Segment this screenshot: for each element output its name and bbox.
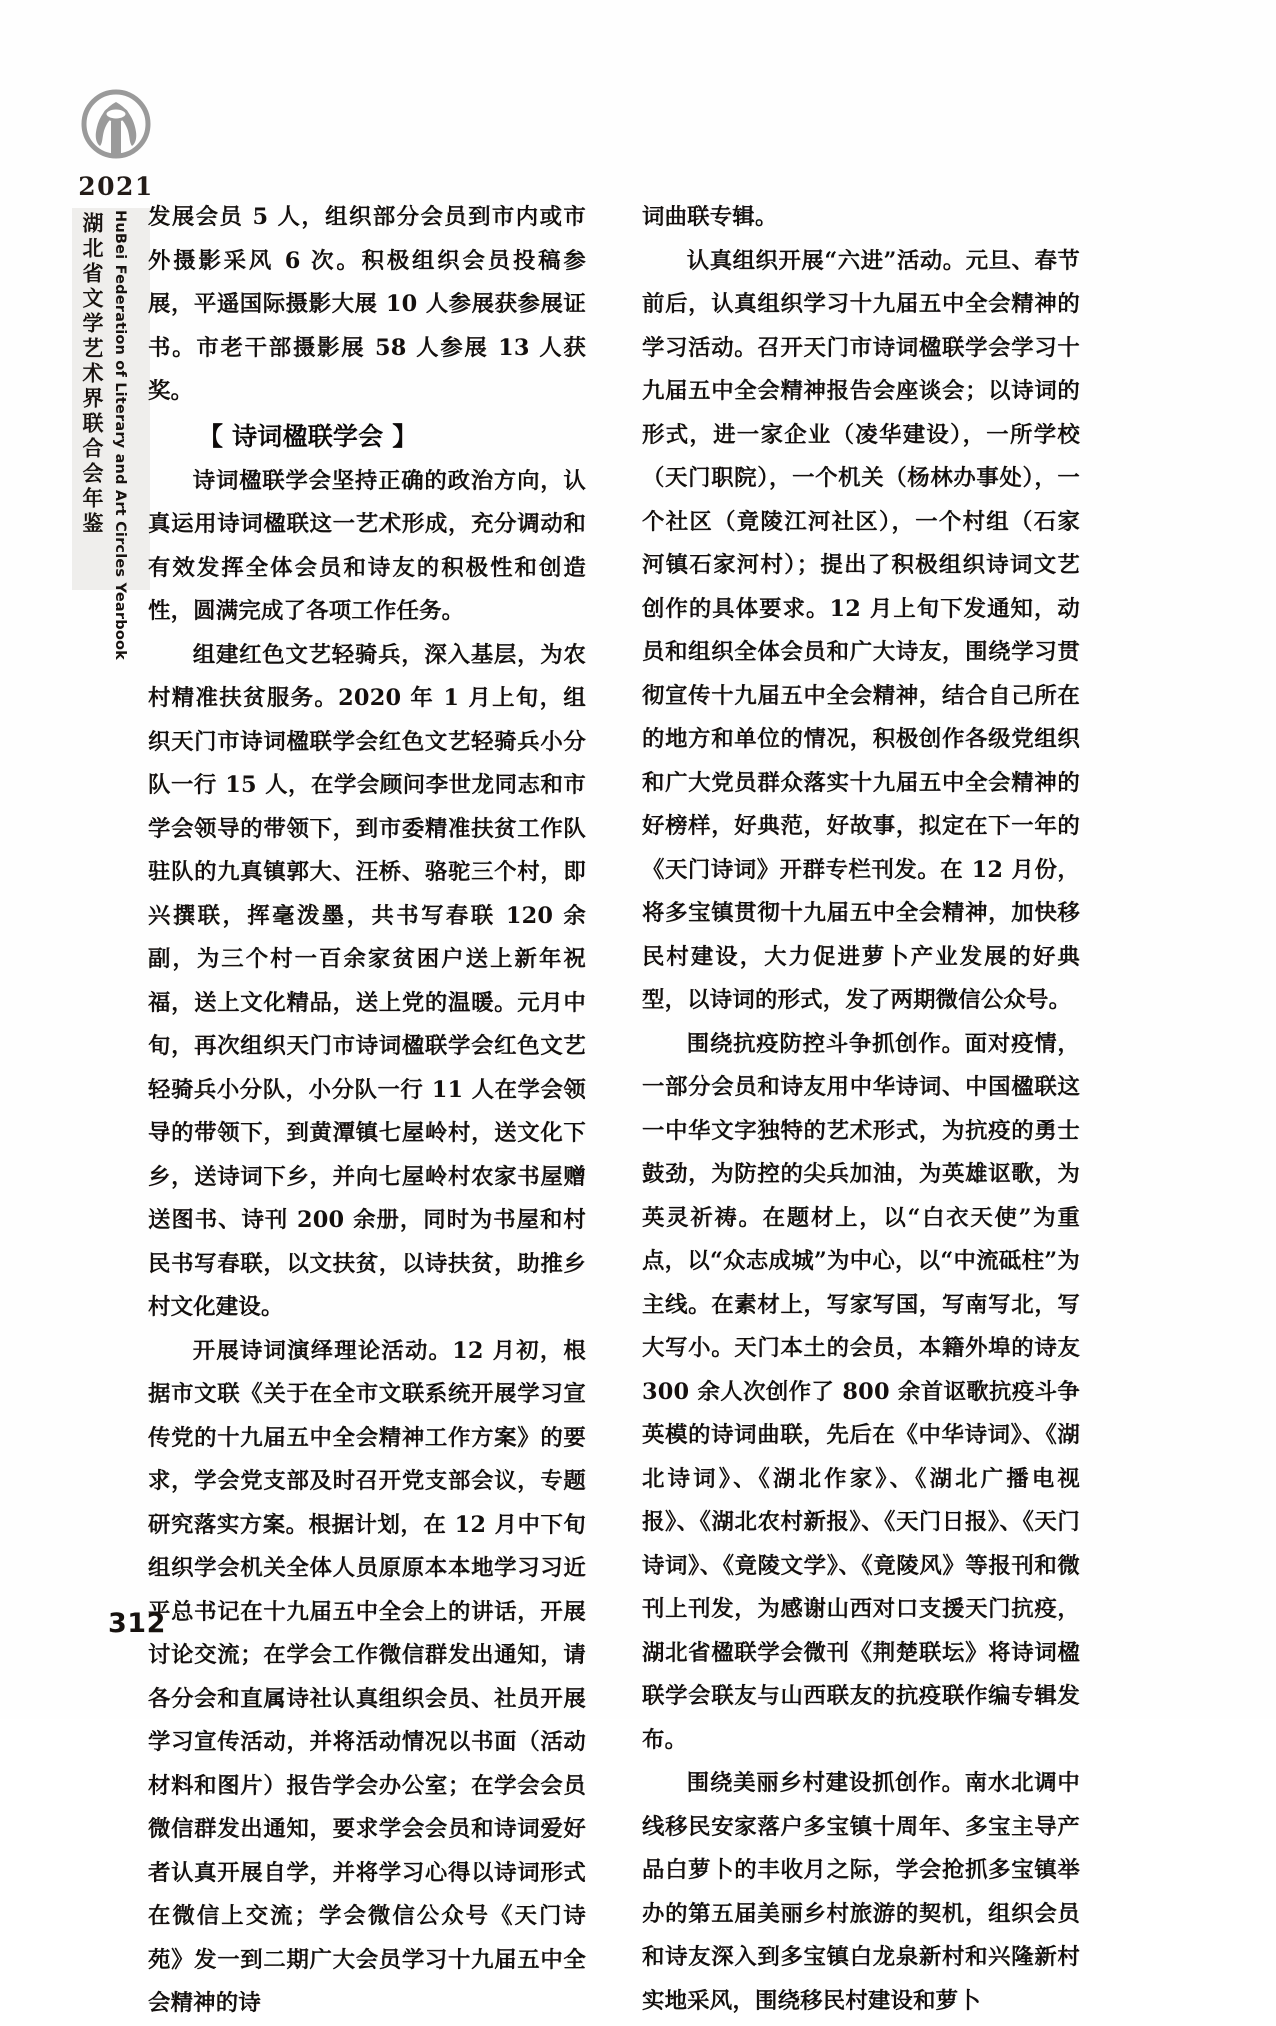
paragraph-continued: 发展会员 5 人，组织部分会员到市内或市外摄影采风 6 次。积极组织会员投稿参展，平遥国际摄影大展 10 人参展获参展证书。市老干部摄影展 58 人参展 13 人获奖。 <box>148 204 586 404</box>
paragraph: 认真组织开展“六进”活动。元旦、春节前后，认真组织学习十九届五中全会精神的学习活动。召开天门市诗词楹联学会学习十九届五中全会精神报告会座谈会；以诗词的形式，进一家企业（凌华建设），一所学校（天门职院），一个机关（杨林办事处），一个社区（竟陵江河社区），一个村组（石家河镇石家河村）；提出了积极组织诗词文艺创作的具体要求。12 月上旬下发通知，动员和组织全体会员和广大诗友，围绕学习贯彻宣传十九届五中全会精神，结合自己所在的地方和单位的情况，积极创作各级党组织和广大党员群众落实十九届五中全会精神的好榜样，好典范，好故事，拟定在下一年的《天门诗词》开群专栏刊发。在 12 月份，将多宝镇贯彻十九届五中全会精神，加快移民村建设，大力促进萝卜产业发展的好典型，以诗词的形式，发了两期微信公众号。 <box>642 247 1080 1013</box>
spine-title-chinese: 湖北省文学艺术界联合会年鉴 <box>80 212 104 537</box>
left-column <box>148 196 586 2026</box>
paragraph: 组建红色文艺轻骑兵，深入基层，为农村精准扶贫服务。2020 年 1 月上旬，组织天门市诗词楹联学会红色文艺轻骑兵小分队一行 15 人，在学会顾问李世龙同志和市学会领导的带领下，到市委精准扶贫工作队驻队的九真镇郭大、汪桥、骆驼三个村，即兴撰联，挥毫泼墨，共书写春联 120 余副，为三个村一百余家贫困户送上新年祝福，送上文化精品，送上党的温暖。元月中旬，再次组织天门市诗词楹联学会红色文艺轻骑兵小分队，小分队一行 11 人在学会领导的带领下，到黄潭镇七屋岭村，送文化下乡，送诗词下乡，并向七屋岭村农家书屋赠送图书、诗刊 200 余册，同时为书屋和村民书写春联，以文扶贫，以诗扶贫，助推乡村文化建设。 <box>148 641 586 1320</box>
paragraph: 围绕美丽乡村建设抓创作。南水北调中线移民安家落户多宝镇十周年、多宝主导产品白萝卜的丰收月之际，学会抢抓多宝镇举办的第五届美丽乡村旅游的契机，组织会员和诗友深入到多宝镇白龙泉新村和兴隆新村实地采风，围绕移民村建设和萝卜 <box>642 1770 1080 2014</box>
right-column <box>642 196 1080 2023</box>
paragraph-continued: 词曲联专辑。 <box>642 204 778 230</box>
federation-emblem-icon <box>74 86 158 170</box>
page-number: 312 <box>108 1608 166 1639</box>
paragraph: 诗词楹联学会坚持正确的政治方向，认真运用诗词楹联这一艺术形成，充分调动和有效发挥全体会员和诗友的积极性和创造性，圆满完成了各项工作任务。 <box>148 467 586 624</box>
section-heading: 【 诗词楹联学会 】 <box>198 421 418 451</box>
logo-year: 2021 <box>78 172 154 201</box>
paragraph: 开展诗词演绎理论活动。12 月初，根据市文联《关于在全市文联系统开展学习宣传党的十九届五中全会精神工作方案》的要求，学会党支部及时召开党支部会议，专题研究落实方案。根据计划，在 12 月中下旬组织学会机关全体人员原原本本地学习习近平总书记在十九届五中全会上的讲话，开展讨论交流；在学会工作微信群发出通知，请各分会和直属诗社认真组织会员、社员开展学习宣传活动，并将活动情况以书面（活动材料和图片）报告学会办公室；在学会会员微信群发出通知，要求学会会员和诗词爱好者认真开展自学，并将学习心得以诗词形式在微信上交流；学会微信公众号《天门诗苑》发一到二期广大会员学习十九届五中全会精神的诗 <box>148 1337 586 2016</box>
masthead <box>66 86 186 206</box>
spine-title-english: HuBei Federation of Literary and Art Circles Yearbook <box>112 210 128 660</box>
paragraph: 围绕抗疫防控斗争抓创作。面对疫情，一部分会员和诗友用中华诗词、中国楹联这一中华文字独特的艺术形式，为抗疫的勇士鼓劲，为防控的尖兵加油，为英雄讴歌，为英灵祈祷。在题材上，以“白衣天使”为重点，以“众志成城”为中心，以“中流砥柱”为主线。在素材上，写家写国，写南写北，写大写小。天门本土的会员，本籍外埠的诗友 300 余人次创作了 800 余首讴歌抗疫斗争英模的诗词曲联，先后在《中华诗词》、《湖北诗词》、《湖北作家》、《湖北广播电视报》、《湖北农村新报》、《天门日报》、《天门诗词》、《竟陵文学》、《竟陵风》等报刊和微刊上刊发，为感谢山西对口支援天门抗疫，湖北省楹联学会微刊《荆楚联坛》将诗词楹联学会联友与山西联友的抗疫联作编专辑发布。 <box>642 1030 1080 1753</box>
